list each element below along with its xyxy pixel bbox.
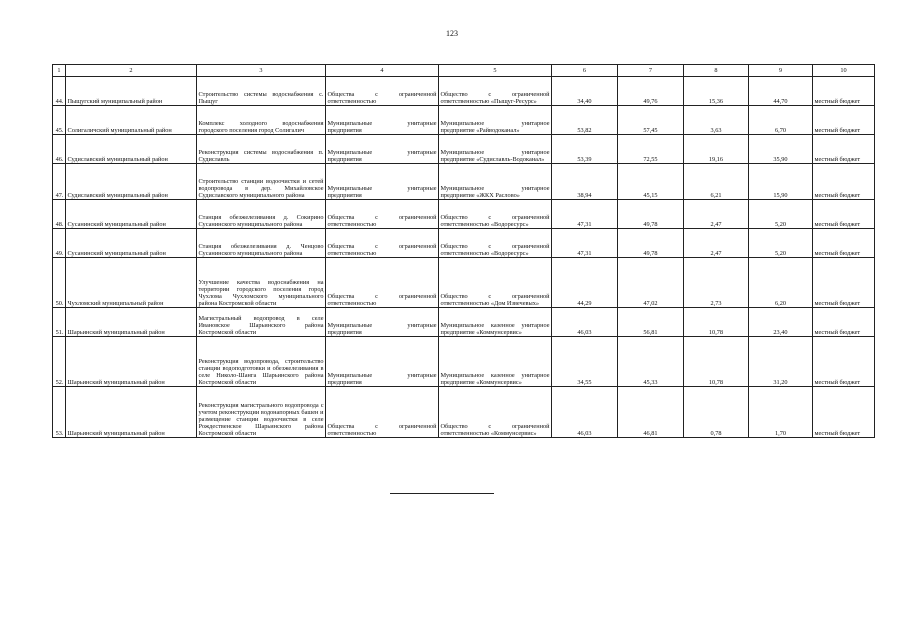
value-col6: 47,31 [552, 200, 618, 229]
value-col7: 57,45 [618, 106, 684, 135]
organization-form: Муниципальные унитарные предприятия [326, 337, 439, 387]
district-name: Сусанинский муниципальный район [66, 200, 197, 229]
organization-form: Общества с ограниченной ответственностью [326, 258, 439, 308]
project-name: Строительство системы водоснабжения с. Пыщуг [197, 77, 326, 106]
value-col8: 3,63 [684, 106, 749, 135]
district-name: Судиславский муниципальный район [66, 135, 197, 164]
organization-name: Общество с ограниченной ответственностью «Дом Извечевых» [439, 258, 552, 308]
table-row [53, 135, 875, 164]
table-row [53, 164, 875, 200]
organization-name: Муниципальное казенное унитарное предприятие «Коммунсервис» [439, 308, 552, 337]
funding-source: местный бюджет [813, 164, 875, 200]
organization-name: Общество с ограниченной ответственностью «Водоресурс» [439, 229, 552, 258]
district-name: Солигаличский муниципальный район [66, 106, 197, 135]
table-row [53, 229, 875, 258]
project-name: Реконструкция системы водоснабжения п. Судиславль [197, 135, 326, 164]
row-number: 47. [53, 164, 66, 200]
value-col6: 47,31 [552, 229, 618, 258]
project-name: Реконструкция водопровода, строительство станции водоподготовки и обезжелезивания в селе Николо-Шанга Шарьинского района Костромской области [197, 337, 326, 387]
table-row [53, 77, 875, 106]
organization-form: Муниципальные унитарные предприятия [326, 164, 439, 200]
district-name: Сусанинский муниципальный район [66, 229, 197, 258]
value-col7: 49,76 [618, 77, 684, 106]
district-name: Чухломский муниципальный район [66, 258, 197, 308]
organization-form: Муниципальные унитарные предприятия [326, 308, 439, 337]
funding-source: местный бюджет [813, 387, 875, 438]
column-number: 7 [618, 65, 684, 77]
column-number-row [53, 65, 875, 77]
column-number: 10 [813, 65, 875, 77]
column-number: 9 [749, 65, 813, 77]
value-col6: 46,03 [552, 387, 618, 438]
value-col6: 38,94 [552, 164, 618, 200]
investment-table [52, 64, 875, 438]
project-name: Магистральный водопровод в селе Ивановское Шарьинского района Костромской области [197, 308, 326, 337]
value-col9: 35,90 [749, 135, 813, 164]
value-col9: 6,20 [749, 258, 813, 308]
value-col8: 2,47 [684, 200, 749, 229]
row-number: 51. [53, 308, 66, 337]
value-col8: 2,47 [684, 229, 749, 258]
value-col9: 1,70 [749, 387, 813, 438]
table-row [53, 308, 875, 337]
organization-name: Муниципальное унитарное предприятие «Судиславль-Водоканал» [439, 135, 552, 164]
funding-source: местный бюджет [813, 77, 875, 106]
organization-form: Общества с ограниченной ответственностью [326, 200, 439, 229]
value-col9: 5,20 [749, 229, 813, 258]
organization-name: Общество с ограниченной ответственностью «Пыщуг-Ресурс» [439, 77, 552, 106]
value-col6: 44,29 [552, 258, 618, 308]
value-col6: 46,03 [552, 308, 618, 337]
organization-form: Муниципальные унитарные предприятия [326, 135, 439, 164]
organization-name: Общество с ограниченной ответственностью «Коммунсервис» [439, 387, 552, 438]
value-col6: 53,82 [552, 106, 618, 135]
value-col8: 19,16 [684, 135, 749, 164]
value-col9: 15,90 [749, 164, 813, 200]
table-row [53, 337, 875, 387]
table-row [53, 387, 875, 438]
row-number: 49. [53, 229, 66, 258]
funding-source: местный бюджет [813, 308, 875, 337]
value-col7: 56,81 [618, 308, 684, 337]
column-number: 3 [197, 65, 326, 77]
district-name: Шарьинский муниципальный район [66, 387, 197, 438]
organization-form: Общества с ограниченной ответственностью [326, 387, 439, 438]
project-name: Станция обезжелезивания д. Сокирино Сусанинского муниципального района [197, 200, 326, 229]
closing-line [390, 493, 494, 494]
value-col8: 2,73 [684, 258, 749, 308]
organization-form: Муниципальные унитарные предприятия [326, 106, 439, 135]
value-col6: 34,55 [552, 337, 618, 387]
funding-source: местный бюджет [813, 229, 875, 258]
column-number: 4 [326, 65, 439, 77]
column-number: 1 [53, 65, 66, 77]
table-row [53, 258, 875, 308]
column-number: 8 [684, 65, 749, 77]
value-col9: 6,70 [749, 106, 813, 135]
district-name: Шарьинский муниципальный район [66, 337, 197, 387]
row-number: 48. [53, 200, 66, 229]
value-col7: 47,02 [618, 258, 684, 308]
value-col9: 23,40 [749, 308, 813, 337]
district-name: Шарьинский муниципальный район [66, 308, 197, 337]
value-col8: 6,21 [684, 164, 749, 200]
funding-source: местный бюджет [813, 200, 875, 229]
value-col7: 45,33 [618, 337, 684, 387]
funding-source: местный бюджет [813, 337, 875, 387]
column-number: 6 [552, 65, 618, 77]
value-col7: 45,15 [618, 164, 684, 200]
value-col9: 44,70 [749, 77, 813, 106]
value-col8: 15,36 [684, 77, 749, 106]
row-number: 53. [53, 387, 66, 438]
project-name: Комплекс холодного водоснабжения городского поселения город Солигалич [197, 106, 326, 135]
page-number: 123 [446, 29, 458, 38]
project-name: Строительство станции водоочистки и сетей водопровода в дер. Михайловское Судиславского муниципального района [197, 164, 326, 200]
row-number: 45. [53, 106, 66, 135]
row-number: 44. [53, 77, 66, 106]
value-col7: 49,78 [618, 200, 684, 229]
table-row [53, 106, 875, 135]
value-col7: 49,78 [618, 229, 684, 258]
value-col8: 0,78 [684, 387, 749, 438]
funding-source: местный бюджет [813, 135, 875, 164]
row-number: 50. [53, 258, 66, 308]
value-col8: 10,78 [684, 337, 749, 387]
organization-name: Муниципальное унитарное предприятие «ЖКХ Раслово» [439, 164, 552, 200]
organization-name: Общество с ограниченной ответственностью «Водоресурс» [439, 200, 552, 229]
project-name: Улучшение качества водоснабжения на территории городского поселения город Чухлома Чухломского муниципального района Костромской области [197, 258, 326, 308]
column-number: 5 [439, 65, 552, 77]
project-name: Станция обезжелезивания д. Ченцово Сусанинского муниципального района [197, 229, 326, 258]
row-number: 46. [53, 135, 66, 164]
funding-source: местный бюджет [813, 258, 875, 308]
row-number: 52. [53, 337, 66, 387]
value-col7: 46,81 [618, 387, 684, 438]
value-col7: 72,55 [618, 135, 684, 164]
value-col9: 5,20 [749, 200, 813, 229]
value-col9: 31,20 [749, 337, 813, 387]
value-col6: 53,39 [552, 135, 618, 164]
project-name: Реконструкция магистрального водопровода с учетом реконструкции водонапорных башен и размещение станции водоочистки в селе Рождественское Шарьинского района Костромской области [197, 387, 326, 438]
district-name: Судиславский муниципальный район [66, 164, 197, 200]
funding-source: местный бюджет [813, 106, 875, 135]
organization-name: Муниципальное унитарное предприятие «Райводоканал» [439, 106, 552, 135]
value-col8: 10,78 [684, 308, 749, 337]
organization-form: Общества с ограниченной ответственностью [326, 229, 439, 258]
organization-name: Муниципальное казенное унитарное предприятие «Коммунсервис» [439, 337, 552, 387]
organization-form: Общества с ограниченной ответственностью [326, 77, 439, 106]
table-row [53, 200, 875, 229]
value-col6: 34,40 [552, 77, 618, 106]
column-number: 2 [66, 65, 197, 77]
district-name: Пыщугский муниципальный район [66, 77, 197, 106]
